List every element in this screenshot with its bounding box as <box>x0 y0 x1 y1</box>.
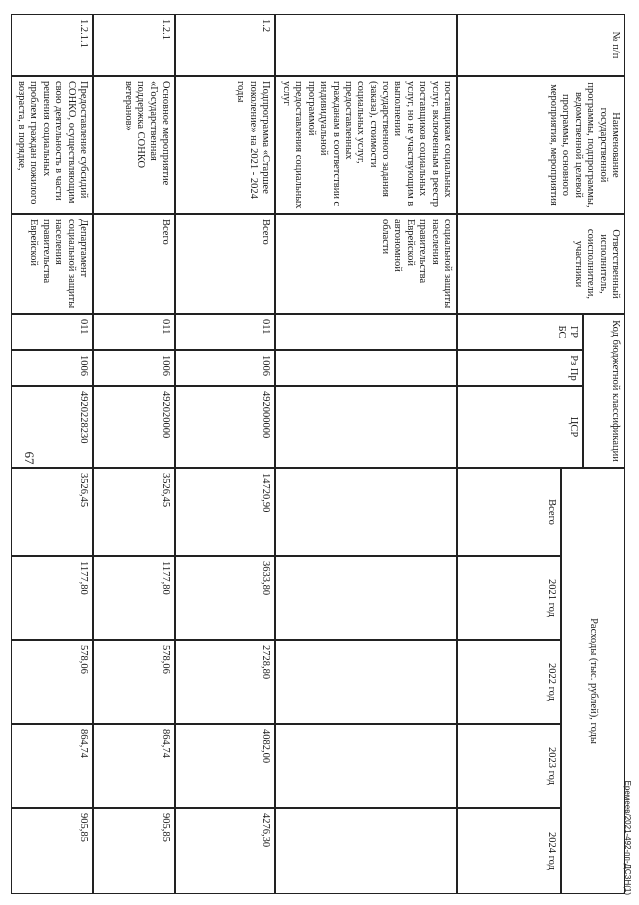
row-3-csr: 4920228230 <box>11 386 93 468</box>
header-num: № п/п <box>457 14 625 76</box>
row-0-total <box>275 468 457 556</box>
header-y2024: 2024 год <box>457 808 561 894</box>
row-3-y2023: 864,74 <box>11 724 93 808</box>
row-0-grbs <box>275 314 457 350</box>
row-0-y2024 <box>275 808 457 894</box>
row-0-y2022 <box>275 640 457 724</box>
row-1-y2022: 2728,80 <box>175 640 275 724</box>
row-1-y2021: 3633,80 <box>175 556 275 640</box>
row-3-y2021: 1177,80 <box>11 556 93 640</box>
footer-code: Еремеев/2021-492-пп-ДСЗН(1) <box>623 780 632 895</box>
row-2-total: 3526,45 <box>93 468 175 556</box>
header-exec: Ответственный исполнитель, соисполнители, участники <box>457 214 625 314</box>
row-0-y2023 <box>275 724 457 808</box>
header-rzpr: Рз Пр <box>457 350 583 386</box>
row-2-grbs: 011 <box>93 314 175 350</box>
row-3-y2024: 905,85 <box>11 808 93 894</box>
row-0-csr <box>275 386 457 468</box>
row-2-rzpr: 1006 <box>93 350 175 386</box>
row-3-rzpr: 1006 <box>11 350 93 386</box>
row-2-name: Основное мероприятие «Государственная поддержка СОНКО ветеранов» <box>93 76 175 214</box>
row-3-name: Предоставление субсидий СОНКО, осуществляющим свою деятельность в части решения социальных проблем граждан пожилого возраста, в порядке, <box>11 76 93 214</box>
row-3-num: 1.2.1.1 <box>11 14 93 76</box>
header-y2021: 2021 год <box>457 556 561 640</box>
row-1-num: 1.2 <box>175 14 275 76</box>
row-1-name: Подпрограмма «Старшее поколение» на 2021 - 2024 годы <box>175 76 275 214</box>
row-1-total: 14720,90 <box>175 468 275 556</box>
header-expenses: Расходы (тыс. рублей), годы <box>561 468 625 894</box>
row-1-rzpr: 1006 <box>175 350 275 386</box>
row-1-csr: 492000000 <box>175 386 275 468</box>
row-1-y2023: 4082,00 <box>175 724 275 808</box>
row-0-num <box>275 14 457 76</box>
row-0-exec: социальной защиты населения правительства Еврейской автономной области <box>275 214 457 314</box>
row-3-grbs: 011 <box>11 314 93 350</box>
row-3-exec: Департамент социальной защиты населения правительства Еврейской <box>11 214 93 314</box>
row-1-grbs: 011 <box>175 314 275 350</box>
row-2-y2022: 578,06 <box>93 640 175 724</box>
row-2-exec: Всего <box>93 214 175 314</box>
page-number: 67 <box>22 451 37 465</box>
row-3-y2022: 578,06 <box>11 640 93 724</box>
row-2-y2021: 1177,80 <box>93 556 175 640</box>
row-0-y2021 <box>275 556 457 640</box>
header-csr: ЦСР <box>457 386 583 468</box>
row-2-y2024: 905,85 <box>93 808 175 894</box>
header-y2023: 2023 год <box>457 724 561 808</box>
row-2-y2023: 864,74 <box>93 724 175 808</box>
row-2-csr: 492020000 <box>93 386 175 468</box>
header-grbs: ГР БС <box>457 314 583 350</box>
row-1-y2024: 4276,30 <box>175 808 275 894</box>
row-2-num: 1.2.1 <box>93 14 175 76</box>
row-0-name: поставщикам социальных услуг, включенным в реестр поставщиков социальных услуг, но не участвующим в выполнении государственного задания (заказа), стоимости социальных услуг, предоставленных гражданам в соответствии с индивидуальной программой предоставления социальных услуг <box>275 76 457 214</box>
header-budget-code: Код бюджетной классификации <box>583 314 625 468</box>
header-total: Всего <box>457 468 561 556</box>
header-y2022: 2022 год <box>457 640 561 724</box>
row-3-total: 3526,45 <box>11 468 93 556</box>
row-0-rzpr <box>275 350 457 386</box>
row-1-exec: Всего <box>175 214 275 314</box>
header-name: Наименование государственной программы, подпрограммы, ведомственной целевой программы, основного мероприятия, мероприятия <box>457 76 625 214</box>
